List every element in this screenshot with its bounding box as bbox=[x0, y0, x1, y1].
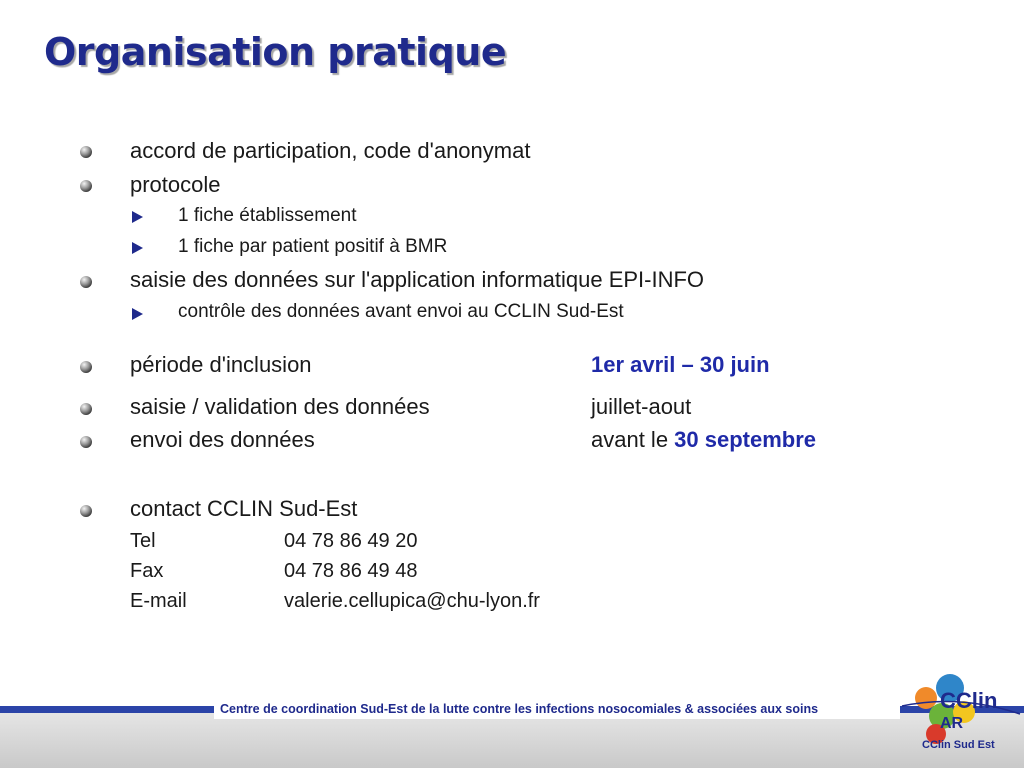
bullet-icon bbox=[80, 403, 92, 415]
footer-background bbox=[0, 711, 1024, 768]
cclin-logo-icon bbox=[900, 664, 1024, 768]
svg-text:AR: AR bbox=[940, 715, 964, 732]
sub-bullet-controle: contrôle des données avant envoi au CCLIN Sud-Est bbox=[178, 301, 624, 322]
schedule-label-inclusion: période d'inclusion bbox=[130, 352, 312, 377]
logo-caption: CClin Sud Est bbox=[922, 739, 995, 751]
schedule-value-validation: juillet-aout bbox=[591, 394, 692, 419]
bullet-icon bbox=[80, 180, 92, 192]
schedule-value-envoi-prefix: avant le bbox=[591, 427, 675, 452]
contact-email-value: valerie.cellupica@chu-lyon.fr bbox=[284, 590, 540, 612]
contact-tel-label: Tel bbox=[130, 530, 156, 552]
triangle-bullet-icon bbox=[132, 211, 143, 223]
bullet-icon bbox=[80, 146, 92, 158]
bullet-icon bbox=[80, 505, 92, 517]
bullet-icon bbox=[80, 276, 92, 288]
contact-heading: contact CCLIN Sud-Est bbox=[130, 496, 358, 521]
bullet-icon bbox=[80, 361, 92, 373]
schedule-value-envoi bbox=[591, 427, 816, 453]
triangle-bullet-icon bbox=[132, 308, 143, 320]
svg-text:CClin: CClin bbox=[940, 688, 998, 713]
sub-bullet-fiche-patient: 1 fiche par patient positif à BMR bbox=[178, 236, 448, 257]
triangle-bullet-icon bbox=[132, 242, 143, 254]
slide-title: Organisation pratique bbox=[44, 30, 507, 74]
bullet-icon bbox=[80, 436, 92, 448]
schedule-value-inclusion: 1er avril – 30 juin bbox=[591, 352, 770, 377]
bullet-participation: accord de participation, code d'anonymat bbox=[130, 138, 531, 163]
footer-text: Centre de coordination Sud-Est de la lutte contre les infections nosocomiales & associées aux soins bbox=[220, 702, 819, 716]
bullet-protocole: protocole bbox=[130, 172, 221, 197]
contact-tel-value: 04 78 86 49 20 bbox=[284, 530, 418, 552]
contact-fax-label: Fax bbox=[130, 560, 164, 582]
schedule-label-envoi: envoi des données bbox=[130, 427, 315, 452]
contact-fax-value: 04 78 86 49 48 bbox=[284, 560, 418, 582]
schedule-label-validation: saisie / validation des données bbox=[130, 394, 430, 419]
schedule-value-envoi-date: 30 septembre bbox=[674, 427, 817, 452]
sub-bullet-fiche-etablissement: 1 fiche établissement bbox=[178, 205, 357, 226]
contact-email-label: E-mail bbox=[130, 590, 187, 612]
bullet-saisie-epi-info: saisie des données sur l'application informatique EPI-INFO bbox=[130, 267, 705, 292]
